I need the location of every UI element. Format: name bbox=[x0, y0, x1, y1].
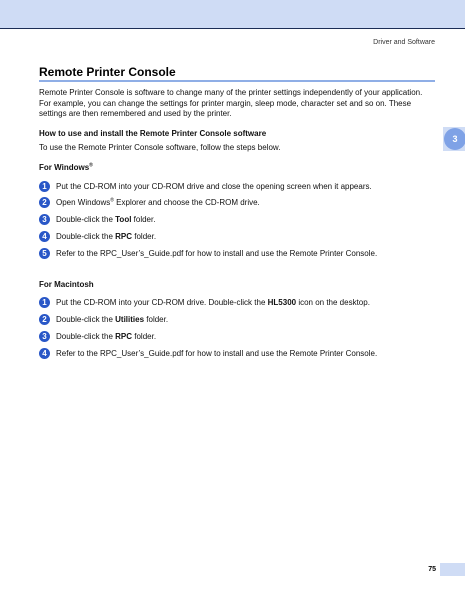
install-heading: How to use and install the Remote Printer Console software bbox=[39, 129, 267, 138]
step-text: Double-click the Tool folder. bbox=[56, 214, 156, 224]
page-number-tab bbox=[440, 563, 465, 576]
step-number-icon: 2 bbox=[39, 197, 50, 208]
macintosh-step-4 bbox=[39, 347, 377, 359]
macintosh-step-2 bbox=[39, 313, 168, 325]
header-band bbox=[0, 0, 465, 28]
section-title: Remote Printer Console bbox=[39, 65, 176, 79]
step-number-icon: 1 bbox=[39, 181, 50, 192]
page-number: 75 bbox=[428, 566, 436, 573]
macintosh-step-1 bbox=[39, 296, 370, 308]
step-number-icon: 3 bbox=[39, 214, 50, 225]
step-number-icon: 5 bbox=[39, 248, 50, 259]
header-rule bbox=[0, 28, 465, 29]
install-intro: To use the Remote Printer Console software, follow the steps below. bbox=[39, 143, 281, 152]
windows-step-4 bbox=[39, 230, 156, 242]
step-number-icon: 2 bbox=[39, 314, 50, 325]
title-underline bbox=[39, 80, 435, 82]
windows-step-2 bbox=[39, 196, 260, 208]
step-text: Double-click the RPC folder. bbox=[56, 331, 157, 341]
windows-step-5 bbox=[39, 247, 377, 259]
step-text: Double-click the RPC folder. bbox=[56, 231, 157, 241]
windows-step-3 bbox=[39, 213, 155, 225]
windows-heading-text: For Windows bbox=[39, 163, 90, 172]
step-text: Put the CD-ROM into your CD-ROM drive and close the opening screen when it appears. bbox=[56, 181, 372, 191]
windows-step-1 bbox=[39, 180, 372, 192]
step-text: Refer to the RPC_User’s_Guide.pdf for how to install and use the Remote Printer Console. bbox=[56, 348, 378, 358]
registered-mark: ® bbox=[89, 162, 93, 169]
step-number-icon: 1 bbox=[39, 297, 50, 308]
step-number-icon: 4 bbox=[39, 231, 50, 242]
step-text: Open Windows® Explorer and choose the CD-ROM drive. bbox=[56, 196, 260, 207]
step-text: Double-click the Utilities folder. bbox=[56, 314, 169, 324]
step-number-icon: 3 bbox=[39, 331, 50, 342]
step-text: Refer to the RPC_User’s_Guide.pdf for how to install and use the Remote Printer Console. bbox=[56, 248, 378, 258]
chapter-number-badge: 3 bbox=[444, 128, 465, 150]
running-header: Driver and Software bbox=[373, 39, 435, 46]
macintosh-step-3 bbox=[39, 330, 156, 342]
windows-heading bbox=[39, 163, 93, 172]
step-number-icon: 4 bbox=[39, 348, 50, 359]
macintosh-heading: For Macintosh bbox=[39, 280, 94, 289]
step-text: Put the CD-ROM into your CD-ROM drive. Double-click the HL5300 icon on the desktop. bbox=[56, 297, 370, 307]
section-intro: Remote Printer Console is software to change many of the printer settings independently of your application. For example, you can change the settings for printer margin, sleep mode, character set and so on. These settings are then remembered and used by the printer. bbox=[39, 88, 423, 118]
